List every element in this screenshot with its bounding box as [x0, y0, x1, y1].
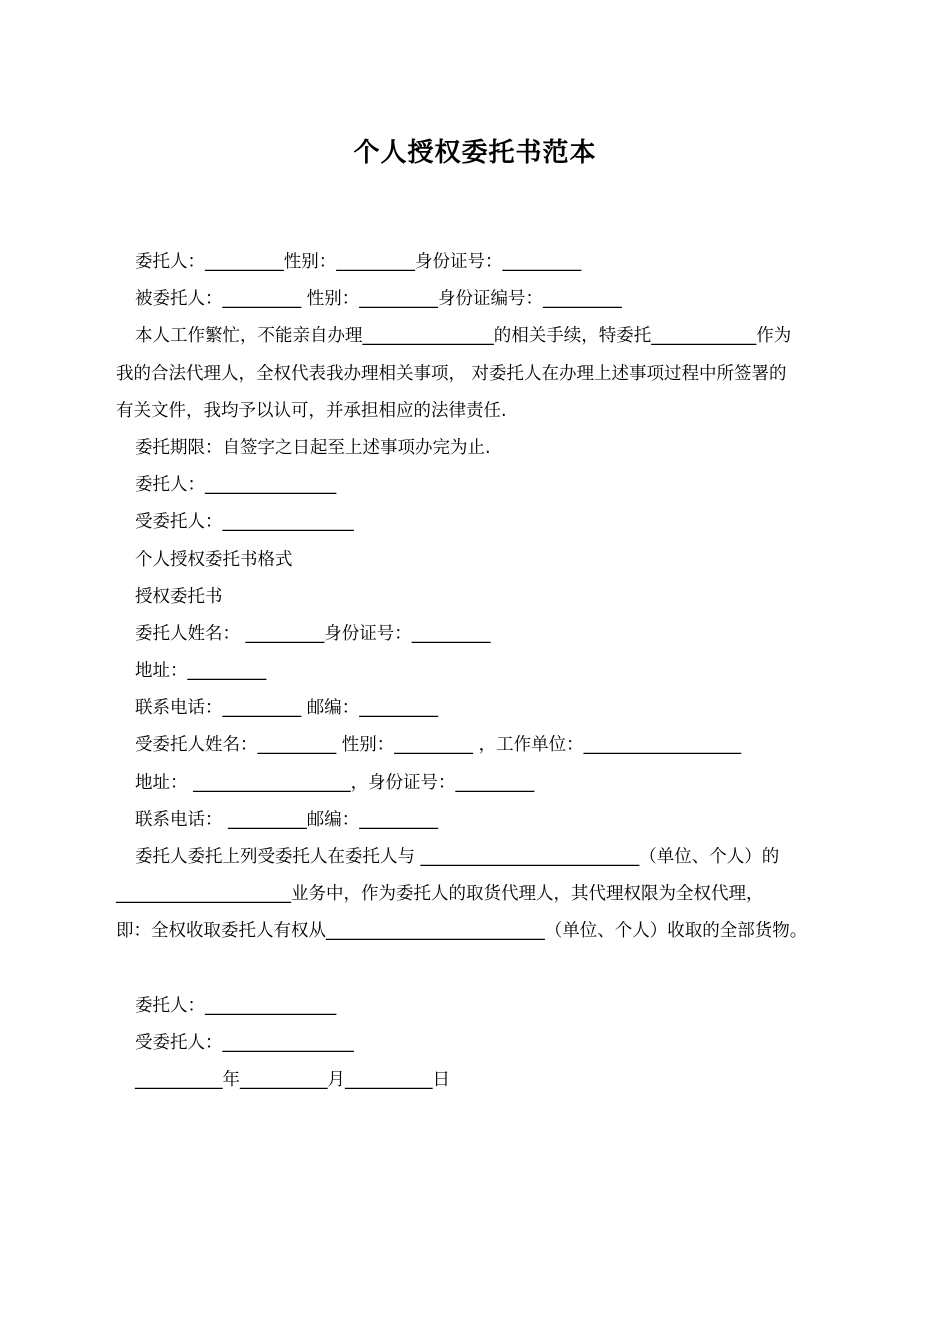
spacer [116, 951, 856, 988]
final-agent-signature-line: 受委托人：_______________ [135, 1032, 354, 1053]
principal-contact-line: 联系电话：_________ 邮编：_________ [135, 698, 439, 719]
authorization-paragraph-line-2: 我的合法代理人，全权代表我办理相关事项， 对委托人在办理上述事项过程中所签署的 [116, 363, 787, 384]
principal-signature-line: 委托人：_______________ [135, 475, 337, 496]
delegation-paragraph-line-1: 委托人委托上列受委托人在委托人与 _________________________（单位、个人）的 [135, 847, 780, 867]
date-line: __________年__________月__________日 [135, 1070, 450, 1091]
agent-contact-line: 联系电话： _________邮编：_________ [135, 809, 439, 830]
agent-signature-line: 受委托人：_______________ [135, 512, 354, 533]
format-heading: 个人授权委托书格式 [135, 549, 293, 570]
authorization-paragraph-line-1: 本人工作繁忙，不能亲自办理_______________的相关手续，特委托____________作为 [135, 326, 792, 347]
delegation-paragraph-line-3: 即：全权收取委托人有权从_________________________（单位、个人）收取的全部货物。 [116, 921, 808, 942]
delegation-paragraph-line-2: ____________________业务中，作为委托人的取货代理人，其代理权限为全权代理， [116, 884, 764, 905]
agent-name-gender-employer-line: 受委托人姓名：_________ 性别：_________ ，工作单位：__________________ [135, 735, 742, 756]
final-principal-signature-line: 委托人：_______________ [135, 995, 337, 1016]
agent-info-line: 被委托人：_________ 性别：_________身份证编号：_________ [135, 289, 622, 310]
form-subtitle: 授权委托书 [135, 586, 223, 607]
principal-info-line: 委托人：_________性别：_________身份证号：_________ [135, 252, 582, 272]
principal-address-line: 地址：_________ [135, 661, 267, 682]
document-title: 个人授权委托书范本 [353, 138, 597, 168]
agent-address-id-line: 地址： __________________，身份证号：_________ [135, 772, 535, 793]
authorization-paragraph-line-3: 有关文件，我均予以认可，并承担相应的法律责任. [116, 400, 507, 421]
authorization-period-line: 委托期限：自签字之日起至上述事项办完为止. [135, 437, 491, 458]
document-body [116, 244, 856, 1099]
principal-name-id-line: 委托人姓名： _________身份证号：_________ [135, 623, 491, 644]
